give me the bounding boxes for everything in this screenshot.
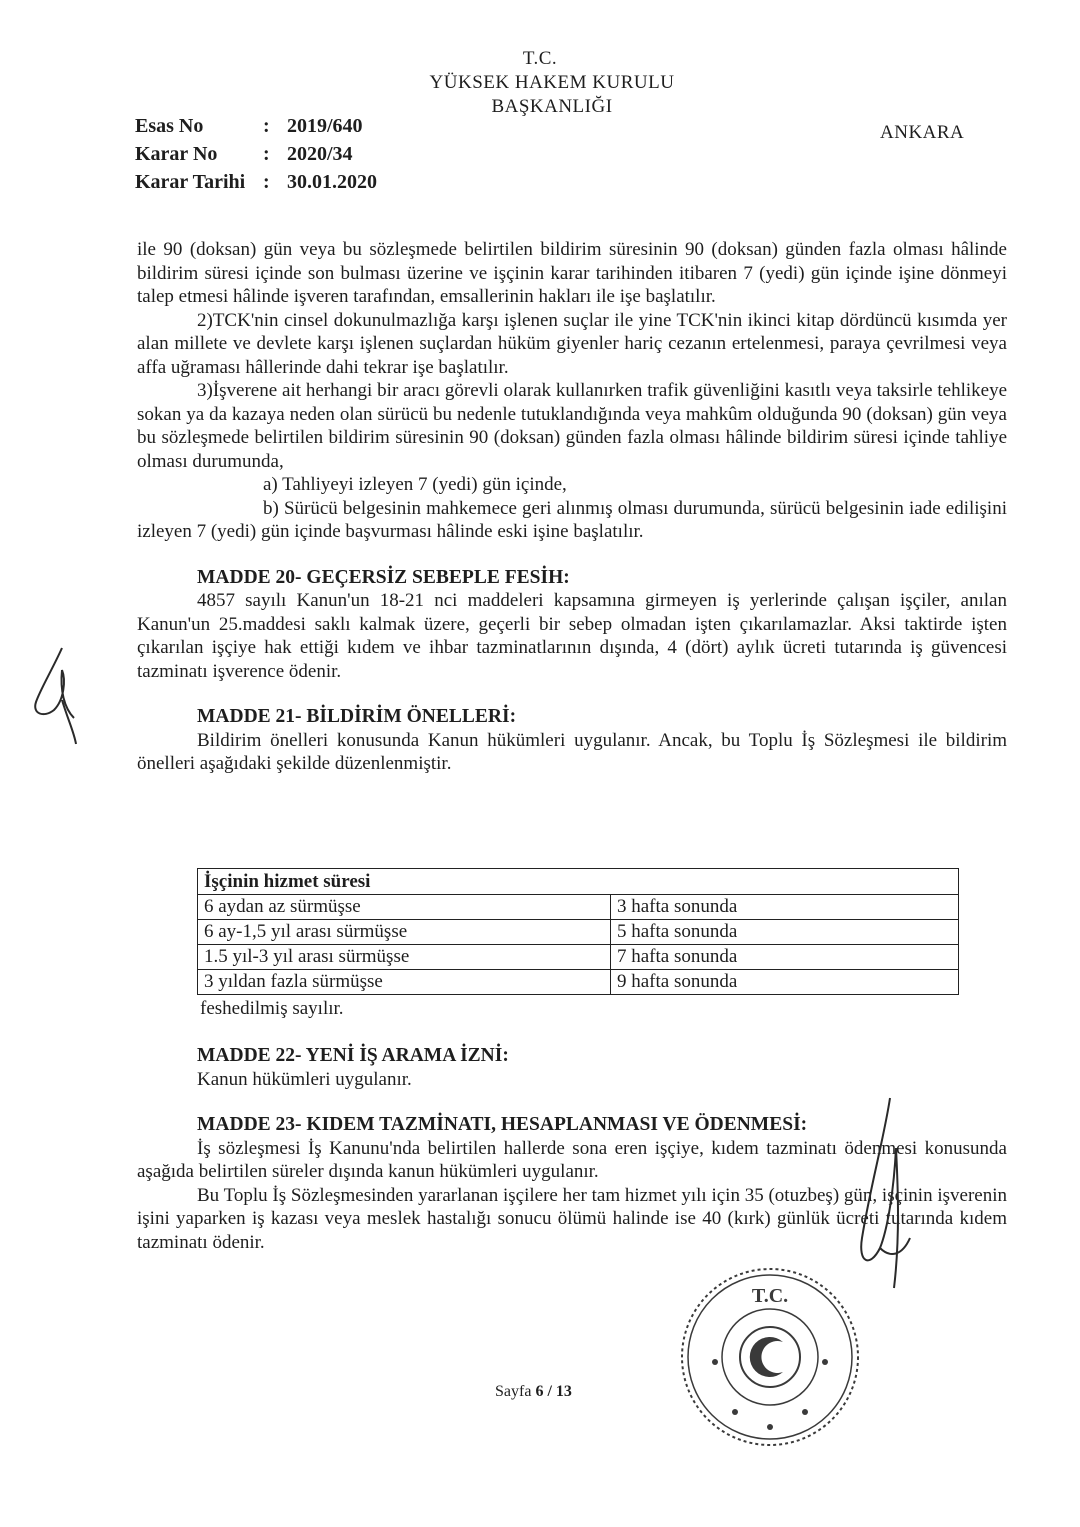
madde-21-title: MADDE 21- BİLDİRİM ÖNELLERİ: [197,706,517,727]
madde-23-body-2: Bu Toplu İş Sözleşmesinden yararlanan işçilere her tam hizmet yılı için 35 (otuzbeş) gün, işçinin işverenin işini yaparken iş kazası veya meslek hastalığı sonucu ölümü halinde ise 40 (kırk) günlük ücreti tutarında kıdem tazminatı ödenir. [137,1184,1007,1253]
table-cell-duration: 1.5 yıl-3 yıl arası sürmüşse [198,945,611,970]
madde-23-body-1: İş sözleşmesi İş Kanunu'nda belirtilen hallerde sona eren işçiye, kıdem tazminatı ödenmesi konusunda aşağıda belirtilen süreler dışında kanun hükümleri uygulanır. [137,1137,1007,1182]
colon: : [263,143,270,165]
table-cell-notice: 7 hafta sonunda [611,945,959,970]
table-header-row [198,869,959,895]
tarih-label: Karar Tarihi [135,171,246,193]
madde-22-body: Kanun hükümleri uygulanır. [197,1068,412,1090]
table-cell-duration: 6 ay-1,5 yıl arası sürmüşse [198,920,611,945]
madde-21-body: Bildirim önelleri konusunda Kanun hükümleri uygulanır. Ancak, bu Toplu İş Sözleşmesi ile bildirim önelleri aşağıdaki şekilde düzenlenmiştir. [137,729,1007,774]
tarih-row [135,168,377,196]
header-city: ANKARA [880,122,965,143]
karar-row [135,140,377,168]
table-cell-duration: 6 aydan az sürmüşse [198,895,611,920]
header-tc: T.C. [522,48,558,69]
table-cell-notice: 5 hafta sonunda [611,920,959,945]
colon: : [263,171,270,193]
karar-label: Karar No [135,143,218,165]
official-seal-stamp [675,1262,865,1452]
case-meta [135,112,377,196]
table-row [198,895,959,920]
paragraph-item-3b: b) Sürücü belgesinin mahkemece geri alınmış olması durumunda, sürücü belgesinin iade edilişini izleyen 7 (yedi) gün içinde başvurması hâlinde eski işine başlatılır. [137,497,1007,542]
page-label: Sayfa [495,1383,532,1400]
stamp-text: T.C. [751,1285,789,1307]
page-number [495,1383,572,1401]
table-cell-notice: 9 hafta sonunda [611,970,959,995]
karar-value: 2020/34 [287,143,353,165]
madde-23-title: MADDE 23- KIDEM TAZMİNATI, HESAPLANMASI VE ÖDENMESİ: [197,1114,808,1135]
table-row [198,970,959,995]
esas-value: 2019/640 [287,115,363,137]
table-cell-duration: 3 yıldan fazla sürmüşse [198,970,611,995]
page-value: 6 / 13 [535,1383,572,1400]
table-trailing-text: feshedilmiş sayılır. [200,998,344,1019]
header-office: BAŞKANLIĞI [491,96,613,117]
paragraph-item-2: 2)TCK'nin cinsel dokunulmazlığa karşı işlenen suçlar ile yine TCK'nin ikinci kitap dördüncü kısımda yer alan millete ve devlete karşı işlenen suçlardan hüküm giyenler hariç cezanın ertelenmesi, paraya çevrilmesi veya affa uğraması hâllerinde dahi tekrar işe başlatılır. [137,309,1007,378]
handwritten-initial-left [22,640,92,750]
paragraph-item-3a: a) Tahliyeyi izleyen 7 (yedi) gün içinde, [263,474,567,495]
madde-22-title: MADDE 22- YENİ İŞ ARAMA İZNİ: [197,1045,509,1066]
madde-20-body: 4857 sayılı Kanun'un 18-21 nci maddeleri kapsamına girmeyen iş yerlerinde çalışan işçiler, anılan Kanun'un 25.maddesi saklı kalmak üzere, geçerli bir sebep olmadan işten çıkarılamazlar. Aksi taktirde işten çıkarılan işçiye hak ettiği kıdem ve ihbar tazminatlarının dışında, 4 (dört) aylık ücreti tutarında iş güvencesi tazminatı işverence ödenir. [137,590,1007,682]
madde-20-title: MADDE 20- GEÇERSİZ SEBEPLE FESİH: [197,566,570,588]
table-header: İşçinin hizmet süresi [198,869,959,895]
paragraph-item-3: 3)İşverene ait herhangi bir aracı görevli olarak kullanırken trafik güvenliğini kasıtlı veya taksirle tehlikeye sokan ya da kazaya neden olan sürücü bu nedenle tutuklandığında veya mahkûm olduğunda 90 (doksan) gün veya bu sözleşmede belirtilen bildirim süresinin 90 (doksan) günden fazla olması hâlinde bildirim süresi içinde tahliye olması durumunda, [137,380,1007,472]
table-row [198,945,959,970]
notice-period-table [197,868,959,995]
esas-row [135,112,377,140]
paragraph-continuation: ile 90 (doksan) gün veya bu sözleşmede belirtilen bildirim süresinin 90 (doksan) günden fazla olması hâlinde bildirim süresi içinde son bulması üzerine ve işçinin karar tarihinden itibaren 7 (yedi) gün içinde işine dönmeyi talep etmesi hâlinde işveren tarafından, emsallerinin hakları ile işe başlatılır. [137,239,1007,307]
tarih-value: 30.01.2020 [287,171,377,193]
table-row [198,920,959,945]
table-cell-notice: 3 hafta sonunda [611,895,959,920]
header-institution: YÜKSEK HAKEM KURULU [429,72,675,93]
body-section-1 [137,238,1007,776]
colon: : [263,115,270,137]
esas-label: Esas No [135,115,204,137]
